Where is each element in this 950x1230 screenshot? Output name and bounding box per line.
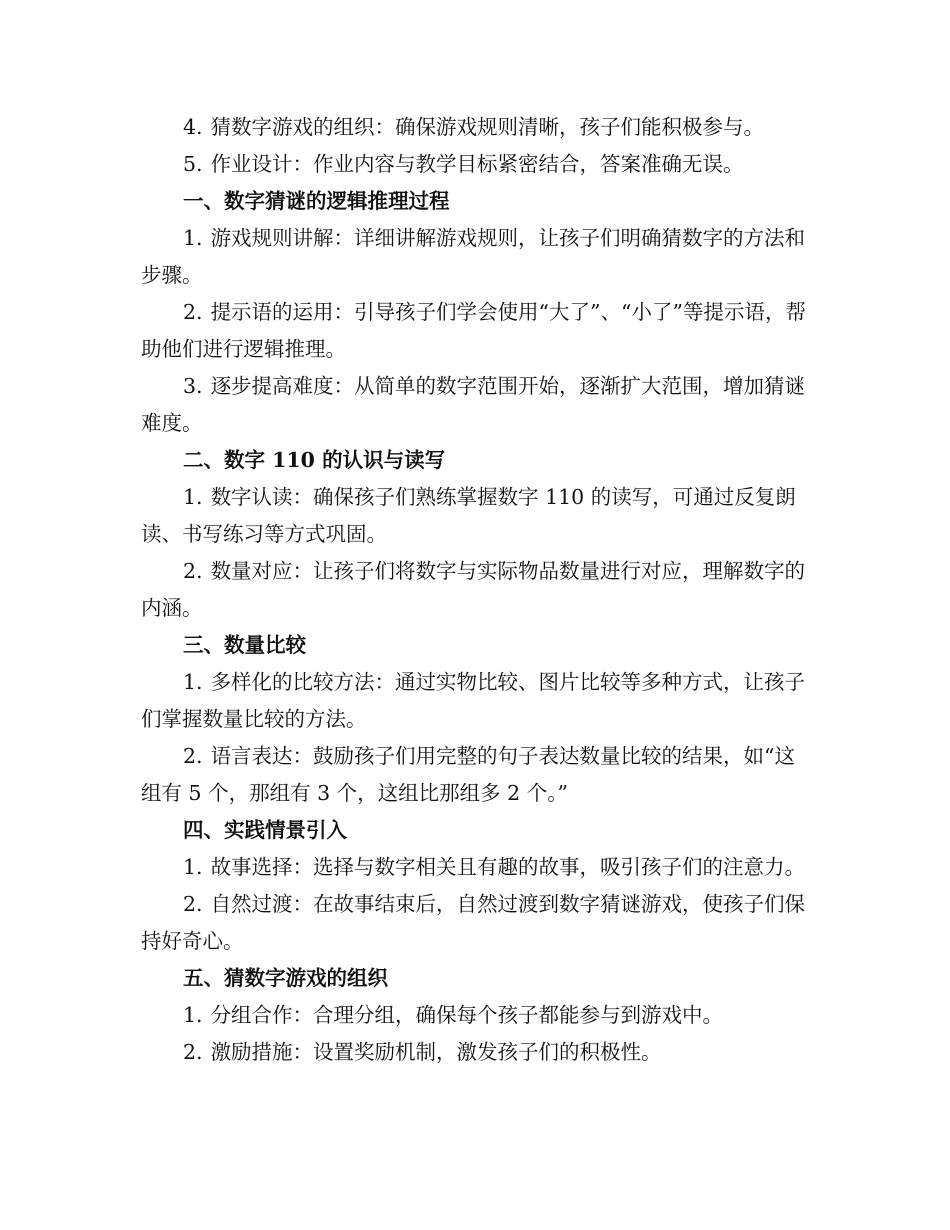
list-item-number: 2. (183, 559, 203, 583)
list-item-number: 5. (183, 152, 203, 176)
list-item-text: 猜数字游戏的组织：确保游戏规则清晰，孩子们能积极参与。 (210, 115, 765, 139)
list-item (141, 479, 807, 553)
list-item (141, 738, 807, 812)
document-body (141, 109, 807, 1071)
list-item-text: 提示语的运用：引导孩子们学会使用“大了”、“小了”等提示语，帮助他们进行逻辑推理。 (141, 300, 806, 361)
list-item-text: 自然过渡：在故事结束后，自然过渡到数字猜谜游戏，使孩子们保持好奇心。 (141, 892, 806, 953)
section-heading: 二、数字 110 的认识与读写 (183, 448, 446, 472)
list-item-number: 2. (183, 1040, 203, 1064)
list-item (141, 997, 807, 1034)
list-item-text: 故事选择：选择与数字相关且有趣的故事，吸引孩子们的注意力。 (210, 855, 806, 879)
list-item-number: 2. (183, 744, 203, 768)
list-item-number: 1. (183, 1003, 203, 1027)
section-heading: 四、实践情景引入 (183, 818, 347, 842)
list-item-text: 数字认读：确保孩子们熟练掌握数字 110 的读写，可通过反复朗读、书写练习等方式巩固。 (141, 485, 796, 546)
section-heading: 三、数量比较 (183, 633, 306, 657)
list-item-number: 4. (183, 115, 203, 139)
list-item-text: 多样化的比较方法：通过实物比较、图片比较等多种方式，让孩子们掌握数量比较的方法。 (141, 670, 806, 731)
list-item (141, 553, 807, 627)
list-item (141, 146, 807, 183)
list-item-text: 逐步提高难度：从简单的数字范围开始，逐渐扩大范围，增加猜谜难度。 (141, 374, 806, 435)
list-item (141, 294, 807, 368)
list-item-text: 数量对应：让孩子们将数字与实际物品数量进行对应，理解数字的内涵。 (141, 559, 806, 620)
list-item-number: 2. (183, 892, 203, 916)
list-item-text: 激励措施：设置奖励机制，激发孩子们的积极性。 (210, 1040, 662, 1064)
list-item (141, 109, 807, 146)
list-item (141, 220, 807, 294)
list-item-number: 2. (183, 300, 203, 324)
list-item (141, 664, 807, 738)
list-item-text: 语言表达：鼓励孩子们用完整的句子表达数量比较的结果，如“这组有 5 个，那组有 3 个，这组比那组多 2 个。” (141, 744, 796, 805)
list-item-text: 游戏规则讲解：详细讲解游戏规则，让孩子们明确猜数字的方法和步骤。 (141, 226, 806, 287)
list-item (141, 849, 807, 886)
list-item (141, 368, 807, 442)
list-item-number: 1. (183, 485, 203, 509)
list-item (141, 886, 807, 960)
list-item-number: 1. (183, 226, 203, 250)
list-item-number: 1. (183, 855, 203, 879)
section-heading: 一、数字猜谜的逻辑推理过程 (183, 189, 450, 213)
section-heading: 五、猜数字游戏的组织 (183, 966, 388, 990)
list-item-number: 1. (183, 670, 203, 694)
list-item-text: 作业设计：作业内容与教学目标紧密结合，答案准确无误。 (210, 152, 744, 176)
list-item-text: 分组合作：合理分组，确保每个孩子都能参与到游戏中。 (210, 1003, 724, 1027)
list-item (141, 1034, 807, 1071)
list-item-number: 3. (183, 374, 203, 398)
